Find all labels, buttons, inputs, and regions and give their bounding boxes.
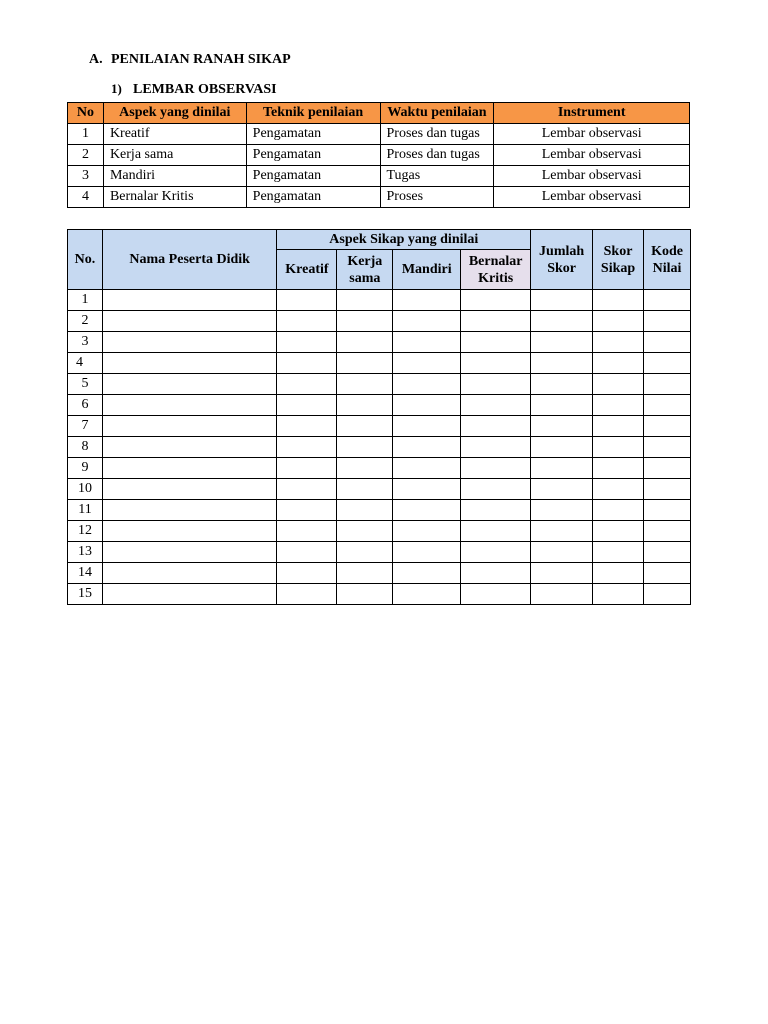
empty-cell (277, 542, 337, 563)
empty-cell (337, 521, 393, 542)
empty-cell (593, 353, 644, 374)
empty-cell (102, 290, 276, 311)
empty-cell (531, 353, 593, 374)
empty-cell (337, 479, 393, 500)
empty-cell (277, 458, 337, 479)
empty-cell (644, 584, 691, 605)
table-row (68, 311, 691, 332)
empty-cell (531, 458, 593, 479)
cell-time: Proses dan tugas (380, 124, 494, 145)
empty-cell (461, 437, 531, 458)
empty-cell (337, 458, 393, 479)
empty-cell (102, 563, 276, 584)
empty-cell (393, 437, 461, 458)
empty-cell (644, 542, 691, 563)
cell-row-number: 2 (68, 311, 103, 332)
cell-no: 1 (68, 124, 104, 145)
empty-cell (102, 332, 276, 353)
table-row (68, 584, 691, 605)
empty-cell (593, 395, 644, 416)
empty-cell (102, 521, 276, 542)
empty-cell (644, 311, 691, 332)
table-row (68, 542, 691, 563)
subsection-number: 1) (111, 81, 122, 96)
empty-cell (593, 500, 644, 521)
empty-cell (277, 311, 337, 332)
empty-cell (337, 332, 393, 353)
table-row (68, 521, 691, 542)
empty-cell (102, 374, 276, 395)
empty-cell (277, 479, 337, 500)
cell-row-number: 8 (68, 437, 103, 458)
empty-cell (531, 311, 593, 332)
empty-cell (102, 311, 276, 332)
table-row (68, 124, 690, 145)
cell-row-number: 4 (68, 353, 103, 374)
empty-cell (531, 521, 593, 542)
empty-cell (644, 416, 691, 437)
empty-cell (644, 521, 691, 542)
empty-cell (393, 500, 461, 521)
empty-cell (531, 416, 593, 437)
empty-cell (593, 311, 644, 332)
table-row (68, 563, 691, 584)
table-row (68, 145, 690, 166)
table-row (68, 166, 690, 187)
empty-cell (337, 437, 393, 458)
empty-cell (461, 563, 531, 584)
empty-cell (393, 374, 461, 395)
header-technique: Teknik penilaian (246, 103, 380, 124)
cell-row-number: 7 (68, 416, 103, 437)
empty-cell (102, 437, 276, 458)
empty-cell (531, 584, 593, 605)
header-total-score: Jumlah Skor (531, 230, 593, 290)
cell-instrument: Lembar observasi (494, 124, 690, 145)
observation-header-row (68, 103, 690, 124)
empty-cell (531, 395, 593, 416)
cell-time: Tugas (380, 166, 494, 187)
empty-cell (393, 542, 461, 563)
empty-cell (461, 374, 531, 395)
empty-cell (593, 542, 644, 563)
empty-cell (337, 584, 393, 605)
empty-cell (277, 500, 337, 521)
header-no: No. (68, 230, 103, 290)
empty-cell (461, 395, 531, 416)
empty-cell (644, 500, 691, 521)
table-row (68, 500, 691, 521)
empty-cell (102, 584, 276, 605)
empty-cell (393, 584, 461, 605)
cell-technique: Pengamatan (246, 145, 380, 166)
empty-cell (277, 332, 337, 353)
empty-cell (461, 542, 531, 563)
empty-cell (277, 437, 337, 458)
table-row (68, 479, 691, 500)
header-instrument: Instrument (494, 103, 690, 124)
empty-cell (393, 458, 461, 479)
subsection-title: LEMBAR OBSERVASI (133, 82, 277, 97)
empty-cell (337, 290, 393, 311)
subsection-heading (111, 81, 277, 98)
empty-cell (593, 332, 644, 353)
empty-cell (593, 479, 644, 500)
empty-cell (593, 437, 644, 458)
empty-cell (531, 332, 593, 353)
cell-row-number: 14 (68, 563, 103, 584)
header-grade-code: Kode Nilai (644, 230, 691, 290)
empty-cell (337, 395, 393, 416)
table-row (68, 353, 691, 374)
empty-cell (102, 416, 276, 437)
header-kerja-sama: Kerja sama (337, 250, 393, 290)
table-row (68, 395, 691, 416)
empty-cell (593, 374, 644, 395)
cell-row-number: 1 (68, 290, 103, 311)
table-row (68, 458, 691, 479)
cell-aspect: Kreatif (103, 124, 246, 145)
empty-cell (644, 458, 691, 479)
cell-row-number: 3 (68, 332, 103, 353)
empty-cell (102, 500, 276, 521)
empty-cell (277, 521, 337, 542)
empty-cell (461, 290, 531, 311)
empty-cell (393, 395, 461, 416)
table-row (68, 332, 691, 353)
empty-cell (461, 521, 531, 542)
cell-no: 3 (68, 166, 104, 187)
empty-cell (277, 353, 337, 374)
header-bernalar-kritis: Bernalar Kritis (461, 250, 531, 290)
cell-row-number: 5 (68, 374, 103, 395)
empty-cell (102, 353, 276, 374)
empty-cell (531, 374, 593, 395)
cell-technique: Pengamatan (246, 187, 380, 208)
empty-cell (531, 437, 593, 458)
empty-cell (593, 290, 644, 311)
empty-cell (393, 521, 461, 542)
cell-no: 2 (68, 145, 104, 166)
cell-row-number: 10 (68, 479, 103, 500)
cell-technique: Pengamatan (246, 166, 380, 187)
empty-cell (337, 311, 393, 332)
empty-cell (337, 416, 393, 437)
empty-cell (461, 353, 531, 374)
cell-time: Proses dan tugas (380, 145, 494, 166)
empty-cell (531, 290, 593, 311)
empty-cell (393, 479, 461, 500)
cell-row-number: 12 (68, 521, 103, 542)
empty-cell (461, 332, 531, 353)
empty-cell (593, 416, 644, 437)
empty-cell (644, 374, 691, 395)
empty-cell (277, 563, 337, 584)
empty-cell (531, 479, 593, 500)
cell-aspect: Mandiri (103, 166, 246, 187)
empty-cell (644, 479, 691, 500)
empty-cell (461, 416, 531, 437)
assessment-table (67, 229, 691, 605)
cell-row-number: 9 (68, 458, 103, 479)
observation-table (67, 102, 690, 208)
empty-cell (277, 290, 337, 311)
empty-cell (337, 500, 393, 521)
empty-cell (461, 584, 531, 605)
empty-cell (644, 395, 691, 416)
assessment-header-row (68, 230, 691, 250)
empty-cell (393, 311, 461, 332)
empty-cell (277, 395, 337, 416)
header-kreatif: Kreatif (277, 250, 337, 290)
empty-cell (393, 332, 461, 353)
table-row (68, 187, 690, 208)
empty-cell (337, 353, 393, 374)
empty-cell (531, 500, 593, 521)
cell-row-number: 15 (68, 584, 103, 605)
empty-cell (461, 458, 531, 479)
cell-no: 4 (68, 187, 104, 208)
empty-cell (644, 563, 691, 584)
empty-cell (277, 584, 337, 605)
empty-cell (102, 395, 276, 416)
header-aspect: Aspek yang dinilai (103, 103, 246, 124)
header-time: Waktu penilaian (380, 103, 494, 124)
header-aspect-group: Aspek Sikap yang dinilai (277, 230, 531, 250)
empty-cell (644, 332, 691, 353)
empty-cell (644, 353, 691, 374)
cell-time: Proses (380, 187, 494, 208)
table-row (68, 374, 691, 395)
header-mandiri: Mandiri (393, 250, 461, 290)
cell-instrument: Lembar observasi (494, 187, 690, 208)
cell-technique: Pengamatan (246, 124, 380, 145)
cell-row-number: 13 (68, 542, 103, 563)
empty-cell (277, 374, 337, 395)
cell-row-number: 6 (68, 395, 103, 416)
header-attitude-score: Skor Sikap (593, 230, 644, 290)
cell-instrument: Lembar observasi (494, 166, 690, 187)
cell-aspect: Kerja sama (103, 145, 246, 166)
empty-cell (644, 437, 691, 458)
empty-cell (531, 563, 593, 584)
empty-cell (393, 416, 461, 437)
empty-cell (593, 563, 644, 584)
empty-cell (461, 311, 531, 332)
cell-row-number: 11 (68, 500, 103, 521)
table-row (68, 437, 691, 458)
empty-cell (102, 479, 276, 500)
section-letter: A. (89, 52, 103, 67)
empty-cell (461, 479, 531, 500)
empty-cell (461, 500, 531, 521)
empty-cell (102, 458, 276, 479)
empty-cell (593, 521, 644, 542)
empty-cell (277, 416, 337, 437)
table-row (68, 416, 691, 437)
cell-instrument: Lembar observasi (494, 145, 690, 166)
empty-cell (393, 563, 461, 584)
header-no: No (68, 103, 104, 124)
empty-cell (644, 290, 691, 311)
section-title: PENILAIAN RANAH SIKAP (111, 52, 291, 67)
section-heading (89, 52, 291, 68)
header-student-name: Nama Peserta Didik (102, 230, 276, 290)
cell-aspect: Bernalar Kritis (103, 187, 246, 208)
empty-cell (531, 542, 593, 563)
empty-cell (102, 542, 276, 563)
empty-cell (593, 458, 644, 479)
empty-cell (393, 353, 461, 374)
table-row (68, 290, 691, 311)
empty-cell (393, 290, 461, 311)
empty-cell (337, 563, 393, 584)
empty-cell (337, 542, 393, 563)
empty-cell (593, 584, 644, 605)
empty-cell (337, 374, 393, 395)
